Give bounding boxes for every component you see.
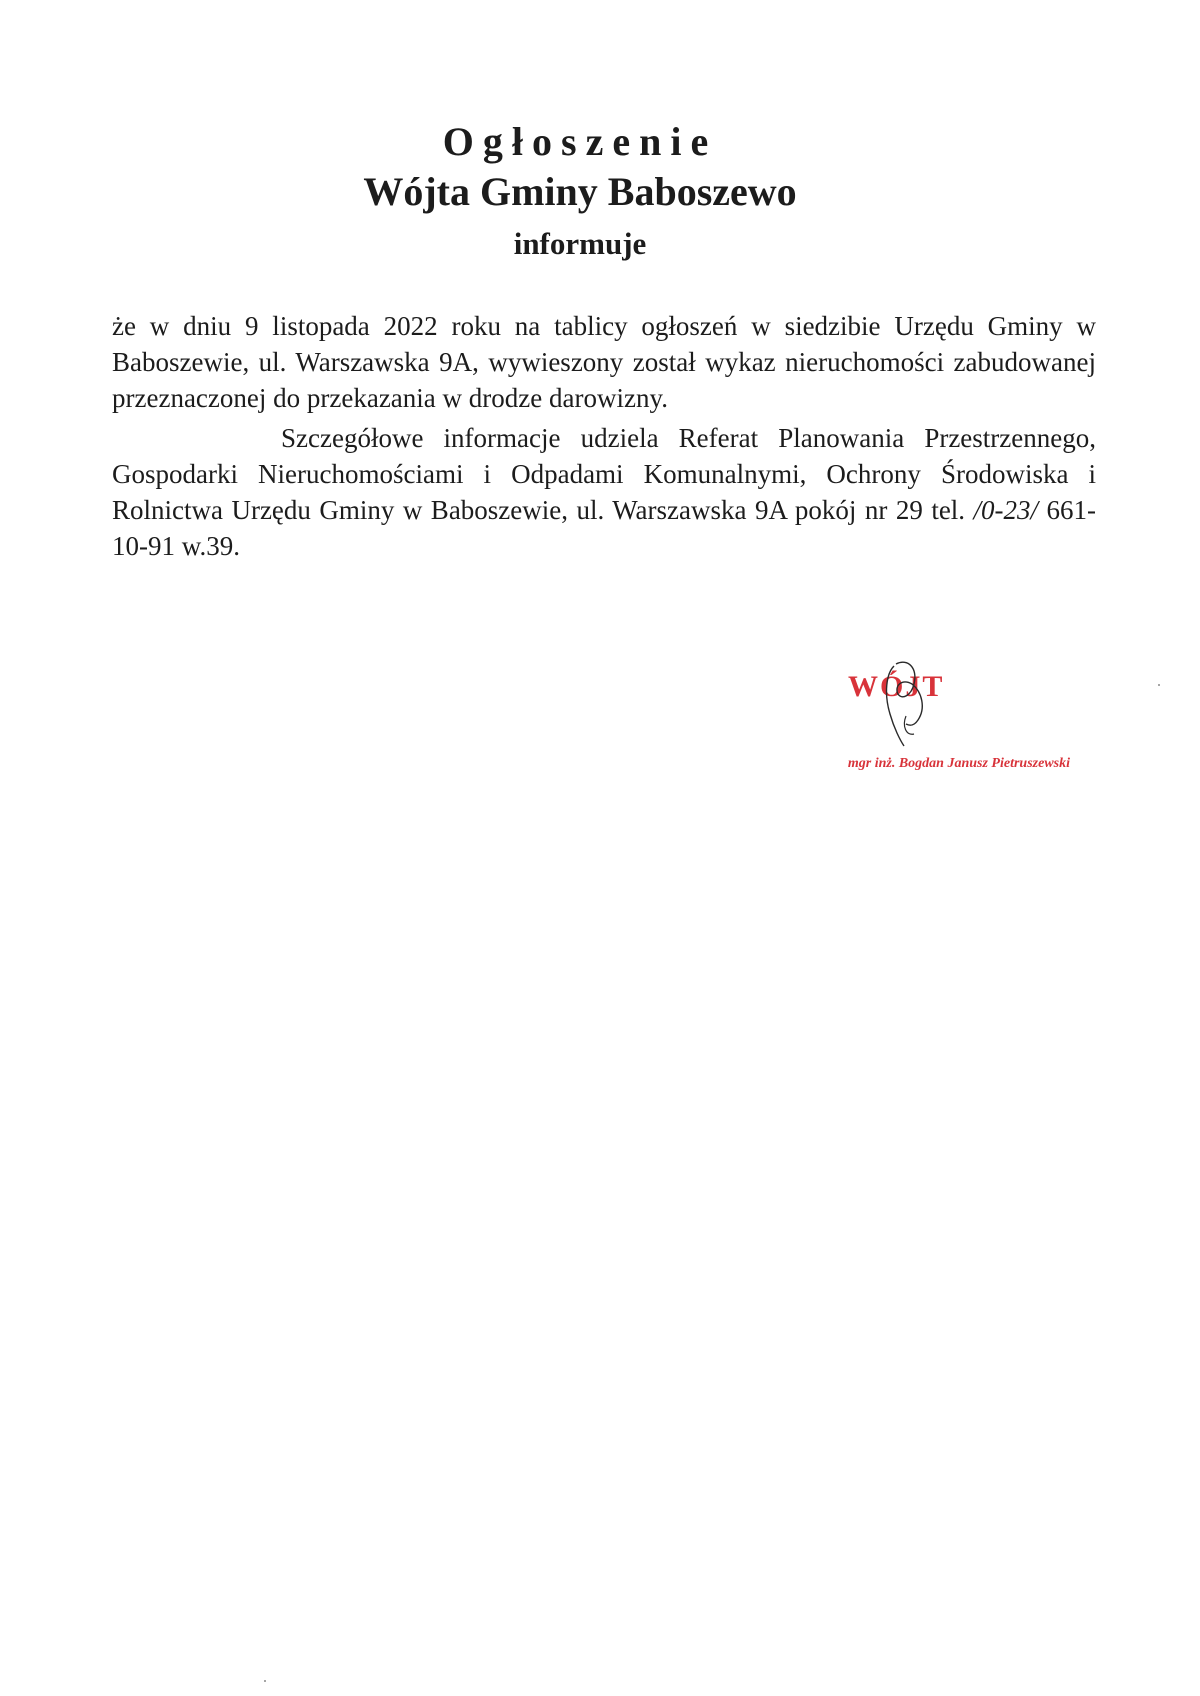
- document-title: Ogłoszenie: [442, 119, 718, 164]
- scan-speck: [1158, 684, 1160, 686]
- phone-area-code: /0-23/: [973, 495, 1039, 525]
- contact-info-text: Szczegółowe informacje udziela Referat Planowania Przestrzennego, Gospodarki Nieruchomościami i Odpadami Komunalnymi, Ochrony Środowiska i Rolnictwa Urzędu Gminy w Baboszewie, ul. Warszawska 9A pokój nr 29 tel.: [112, 423, 1096, 525]
- phone-number: 661-10-91 w.39.: [112, 495, 1096, 561]
- handwritten-signature-icon: [856, 654, 946, 754]
- scan-speck: [264, 1680, 266, 1682]
- document-informs-heading: informuje: [513, 226, 647, 261]
- announcement-paragraph: że w dniu 9 listopada 2022 roku na tablicy ogłoszeń w siedzibie Urzędu Gminy w Baboszewie, ul. Warszawska 9A, wywieszony został wykaz nieruchomości zabudowanej przeznaczonej do przekazania w drodze darowizny.: [112, 311, 1096, 413]
- stamp-title: WÓJT: [848, 670, 945, 703]
- contact-info-paragraph: [112, 420, 1096, 564]
- signature-block: [770, 668, 1070, 788]
- signatory-name: mgr inż. Bogdan Janusz Pietruszewski: [847, 756, 1070, 771]
- document-subtitle: Wójta Gminy Baboszewo: [363, 169, 797, 214]
